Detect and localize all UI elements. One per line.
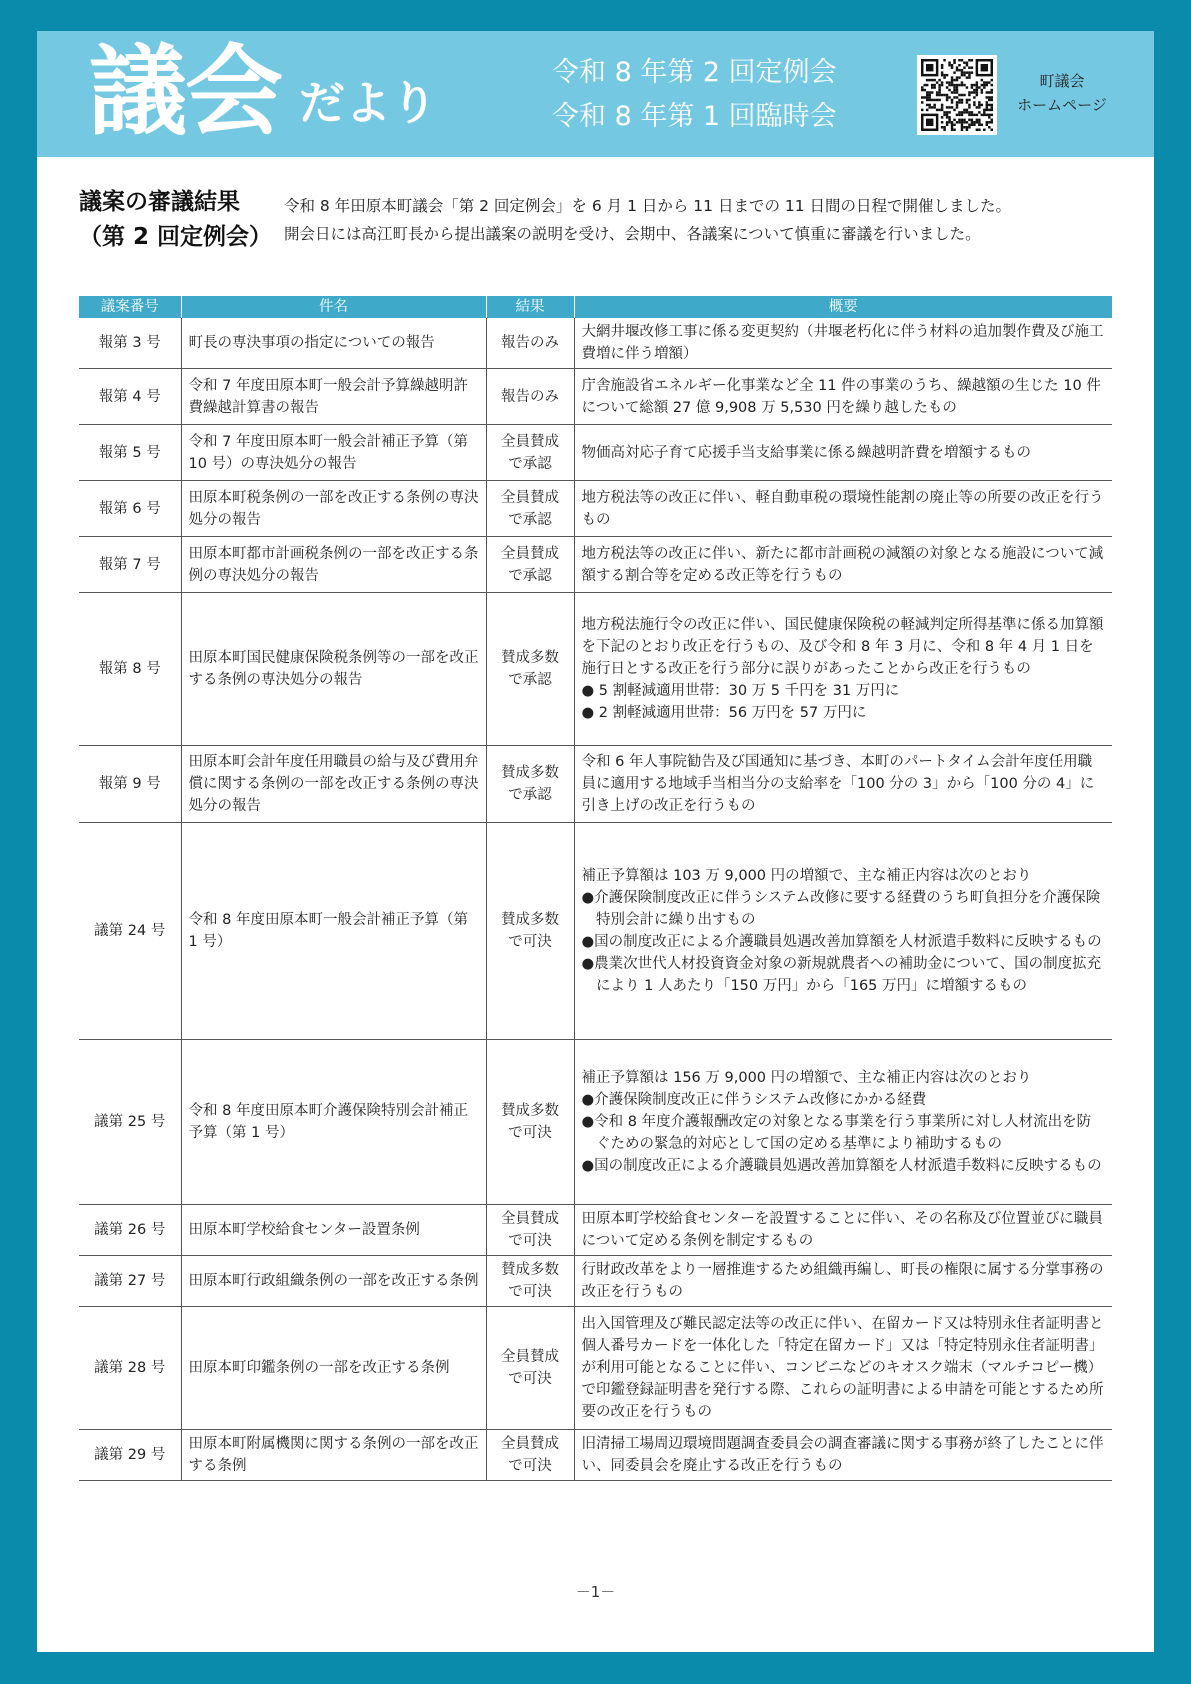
bill-summary: [574, 369, 1112, 425]
bill-result: [486, 425, 574, 481]
bill-result: [486, 369, 574, 425]
table-row: [79, 481, 1112, 537]
summary-line: 出入国管理及び難民認定法等の改正に伴い、在留カード又は特別永住者証明書と個人番号カードを一体化した「特定在留カード」又は「特定特別永住者証明書」が利用可能となることに伴い、コンビニなどのキオスク端末（マルチコピー機）で印鑑登録証明書を発行する際、これらの証明書による申請を可能とするため所要の改正を行うもの: [581, 1316, 1104, 1420]
bill-number: 報第 9 号: [79, 746, 181, 823]
bill-summary: [574, 1430, 1112, 1481]
bill-number: 議第 25 号: [79, 1040, 181, 1205]
bill-summary: [574, 537, 1112, 593]
bill-result-text: 賛成多数で可決: [500, 912, 559, 950]
bill-result-text: 賛成多数で可決: [500, 1262, 559, 1300]
section-title-line-1: 議案の審議結果: [79, 189, 240, 215]
column-header-number: 議案番号: [79, 296, 181, 318]
bill-result: [486, 481, 574, 537]
bill-result-text: 賛成多数で可決: [500, 1103, 559, 1141]
bill-title: 田原本町印鑑条例の一部を改正する条例: [181, 1307, 486, 1430]
section-title-line-2: （第 2 回定例会）: [79, 224, 273, 250]
bill-title: 令和 7 年度田原本町一般会計予算繰越明許費繰越計算書の報告: [181, 369, 486, 425]
summary-line: 地方税法等の改正に伴い、新たに都市計画税の減額の対象となる施設について減額する割合等を定める改正等を行うもの: [581, 545, 1104, 584]
table-row: [79, 823, 1112, 1040]
bill-summary: [574, 1307, 1112, 1430]
bill-number: 議第 29 号: [79, 1430, 181, 1481]
bill-title: 田原本町都市計画税条例の一部を改正する条例の専決処分の報告: [181, 537, 486, 593]
table-body: [79, 318, 1112, 1481]
session-line-1: 令和 8 年第 2 回定例会: [552, 57, 837, 88]
bill-title: 令和 8 年度田原本町一般会計補正予算（第 1 号）: [181, 823, 486, 1040]
bill-number: 報第 7 号: [79, 537, 181, 593]
bill-result-text: 全員賛成で承認: [500, 489, 559, 528]
section-title: [79, 185, 284, 255]
intro-line-2: 開会日には高江町長から提出議案の説明を受け、会期中、各議案について慎重に審議を行いました。: [284, 225, 981, 243]
table-row: [79, 537, 1112, 593]
bill-title: 田原本町学校給食センター設置条例: [181, 1205, 486, 1256]
summary-line: ● 5 割軽減適用世帯：30 万 5 千円を 31 万円に: [581, 683, 900, 699]
table-row: [79, 1307, 1112, 1430]
bill-result-text: 全員賛成で承認: [500, 545, 559, 584]
summary-line: 庁舎施設省エネルギー化事業など全 11 件の事業のうち、繰越額の生じた 10 件について総額 27 億 9,908 万 5,530 円を繰り越したもの: [581, 377, 1101, 416]
summary-line: 大網井堰改修工事に係る変更契約（井堰老朽化に伴う材料の追加製作費及び施工費増に伴う増額）: [581, 324, 1104, 362]
table-row: [79, 1256, 1112, 1307]
summary-line: 地方税法等の改正に伴い、軽自動車税の環境性能割の廃止等の所要の改正を行うもの: [581, 489, 1104, 528]
summary-line: ●国の制度改正による介護職員処遇改善加算額を人材派遣手数料に反映するもの: [581, 934, 1102, 950]
bill-title: 田原本町国民健康保険税条例等の一部を改正する条例の専決処分の報告: [181, 593, 486, 746]
table-row: [79, 1040, 1112, 1205]
bill-result: [486, 318, 574, 369]
summary-line: ●令和 8 年度介護報酬改定の対象となる事業を行う事業所に対し人材流出を防ぐための緊急的対応として国の定める基準により補助するもの: [581, 1114, 1092, 1152]
summary-line: ● 2 割軽減適用世帯：56 万円を 57 万円に: [581, 705, 867, 721]
summary-line: 旧清掃工場周辺環境問題調査委員会の調査審議に関する事務が終了したことに伴い、同委員会を廃止する改正を行うもの: [581, 1436, 1104, 1474]
table-header-row: [79, 296, 1112, 318]
bill-result-text: 報告のみ: [501, 335, 559, 351]
bill-result: [486, 1040, 574, 1205]
session-info: [552, 51, 837, 139]
bill-result-text: 全員賛成で承認: [500, 433, 559, 472]
bill-results-table: [79, 296, 1112, 1481]
summary-line: ●農業次世代人材投資資金対象の新規就農者への補助金について、国の制度拡充により 1 人あたり「150 万円」から「165 万円」に増額するもの: [581, 956, 1102, 994]
bill-summary: [574, 746, 1112, 823]
summary-line: ●介護保険制度改正に伴うシステム改修にかかる経費: [581, 1092, 927, 1108]
summary-line: ●介護保険制度改正に伴うシステム改修に要する経費のうち町負担分を介護保険特別会計に繰り出すもの: [581, 890, 1101, 928]
bill-summary: [574, 1256, 1112, 1307]
bill-number: 報第 3 号: [79, 318, 181, 369]
bill-number: 報第 4 号: [79, 369, 181, 425]
qr-code-icon[interactable]: [917, 55, 997, 135]
table-row: [79, 593, 1112, 746]
bill-summary: [574, 823, 1112, 1040]
bill-result-text: 全員賛成で可決: [500, 1211, 559, 1249]
bill-summary: [574, 481, 1112, 537]
bill-result: [486, 1307, 574, 1430]
bill-title: 田原本町附属機関に関する条例の一部を改正する条例: [181, 1430, 486, 1481]
summary-line: ●国の制度改正による介護職員処遇改善加算額を人材派遣手数料に反映するもの: [581, 1158, 1102, 1174]
bill-result: [486, 537, 574, 593]
qr-label-line-2: ホームページ: [1017, 96, 1107, 114]
bill-number: 報第 8 号: [79, 593, 181, 746]
summary-line: 田原本町学校給食センターを設置することに伴い、その名称及び位置並びに職員について定める条例を制定するもの: [581, 1211, 1103, 1249]
intro-line-1: 令和 8 年田原本町議会「第 2 回定例会」を 6 月 1 日から 11 日までの 11 日間の日程で開催しました。: [284, 197, 1012, 215]
column-header-summary: 概要: [574, 296, 1112, 318]
bill-number: 議第 27 号: [79, 1256, 181, 1307]
bill-number: 議第 24 号: [79, 823, 181, 1040]
qr-label: [1007, 69, 1117, 117]
header-band: [37, 31, 1154, 157]
bill-result: [486, 1430, 574, 1481]
bill-summary: [574, 593, 1112, 746]
bill-result: [486, 1256, 574, 1307]
table-row: [79, 318, 1112, 369]
bill-number: 報第 5 号: [79, 425, 181, 481]
bill-result: [486, 593, 574, 746]
bill-result: [486, 823, 574, 1040]
bill-title: 田原本町行政組織条例の一部を改正する条例: [181, 1256, 486, 1307]
table-row: [79, 1205, 1112, 1256]
bill-title: 田原本町税条例の一部を改正する条例の専決処分の報告: [181, 481, 486, 537]
table-row: [79, 425, 1112, 481]
qr-label-line-1: 町議会: [1039, 72, 1085, 90]
column-header-result: 結果: [486, 296, 574, 318]
table-row: [79, 369, 1112, 425]
bill-result: [486, 1205, 574, 1256]
intro-text: [284, 192, 1144, 248]
session-line-2: 令和 8 年第 1 回臨時会: [552, 101, 837, 132]
bill-result-text: 全員賛成で可決: [500, 1436, 559, 1474]
bill-number: 議第 28 号: [79, 1307, 181, 1430]
bill-title: 町長の専決事項の指定についての報告: [181, 318, 486, 369]
table-row: [79, 1430, 1112, 1481]
page: [37, 31, 1154, 1652]
bill-number: 議第 26 号: [79, 1205, 181, 1256]
bill-result-text: 報告のみ: [501, 388, 559, 405]
page-number: －1－: [575, 1583, 616, 1601]
bill-summary: [574, 1040, 1112, 1205]
summary-line: 令和 6 年人事院勧告及び国通知に基づき、本町のパートタイム会計年度任用職員に適用する地域手当相当分の支給率を「100 分の 3」から「100 分の 4」に引き上げの改正を行うもの: [581, 754, 1095, 814]
bill-result-text: 全員賛成で可決: [500, 1349, 559, 1387]
bill-summary: [574, 1205, 1112, 1256]
bill-result-text: 賛成多数で承認: [500, 650, 559, 688]
bill-title: 田原本町会計年度任用職員の給与及び費用弁償に関する条例の一部を改正する条例の専決処分の報告: [181, 746, 486, 823]
bill-result-text: 賛成多数で承認: [500, 765, 559, 803]
bill-title: 令和 7 年度田原本町一般会計補正予算（第 10 号）の専決処分の報告: [181, 425, 486, 481]
newsletter-title-sub: だより: [299, 76, 437, 130]
summary-line: 補正予算額は 156 万 9,000 円の増額で、主な補正内容は次のとおり: [581, 1070, 1032, 1086]
summary-line: 補正予算額は 103 万 9,000 円の増額で、主な補正内容は次のとおり: [581, 868, 1032, 884]
bill-summary: [574, 318, 1112, 369]
table-row: [79, 746, 1112, 823]
bill-summary: [574, 425, 1112, 481]
summary-line: 物価高対応子育て応援手当支給事業に係る繰越明許費を増額するもの: [581, 444, 1031, 461]
summary-line: 地方税法施行令の改正に伴い、国民健康保険税の軽減判定所得基準に係る加算額を下記のとおり改正を行うもの、及び令和 8 年 3 月に、令和 8 年 4 月 1 日を施行日とする改正を行う部分に誤りがあったことから改正を行うもの: [581, 617, 1104, 677]
bill-number: 報第 6 号: [79, 481, 181, 537]
column-header-title: 件名: [181, 296, 486, 318]
bill-title: 令和 8 年度田原本町介護保険特別会計補正予算（第 1 号）: [181, 1040, 486, 1205]
newsletter-title-main: 議会: [89, 35, 282, 149]
summary-line: 行財政改革をより一層推進するため組織再編し、町長の権限に属する分掌事務の改正を行うもの: [581, 1262, 1104, 1300]
bill-result: [486, 746, 574, 823]
